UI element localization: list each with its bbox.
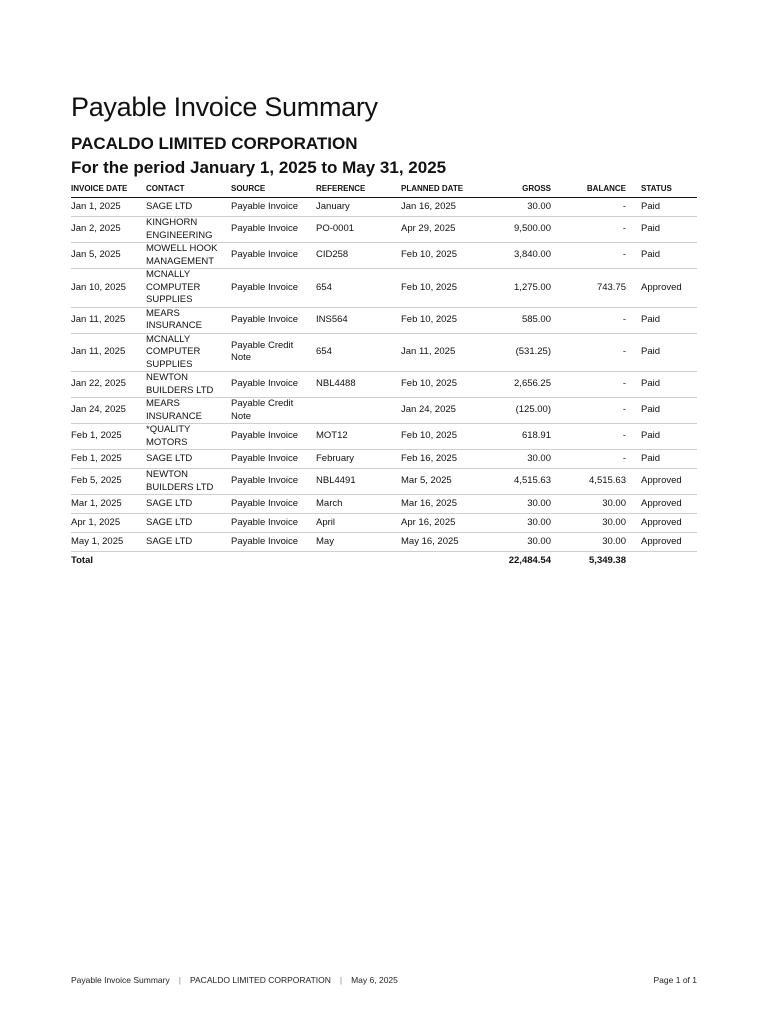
cell-balance: - — [566, 307, 641, 333]
cell-gross: 618.91 — [486, 424, 566, 450]
cell-status: Paid — [641, 243, 697, 269]
cell-balance: - — [566, 243, 641, 269]
cell-contact: SAGE LTD — [146, 514, 231, 533]
cell-gross: (125.00) — [486, 398, 566, 424]
cell-planned-date: Mar 16, 2025 — [401, 495, 486, 514]
cell-reference: NBL4491 — [316, 469, 401, 495]
cell-balance: 30.00 — [566, 514, 641, 533]
cell-planned-date: Jan 16, 2025 — [401, 198, 486, 217]
cell-reference: MOT12 — [316, 424, 401, 450]
cell-source: Payable Credit Note — [231, 398, 316, 424]
report-period: For the period January 1, 2025 to May 31, 2025 — [71, 158, 447, 177]
cell-contact: MEARS INSURANCE — [146, 398, 231, 424]
table-header-row — [71, 179, 697, 198]
cell-source: Payable Invoice — [231, 450, 316, 469]
cell-invoice-date: Jan 10, 2025 — [71, 269, 146, 308]
cell-gross: 2,656.25 — [486, 372, 566, 398]
cell-status: Approved — [641, 469, 697, 495]
cell-invoice-date: May 1, 2025 — [71, 533, 146, 552]
cell-invoice-date: Feb 5, 2025 — [71, 469, 146, 495]
cell-invoice-date: Jan 22, 2025 — [71, 372, 146, 398]
cell-gross: 3,840.00 — [486, 243, 566, 269]
cell-status: Paid — [641, 450, 697, 469]
cell-planned-date: May 16, 2025 — [401, 533, 486, 552]
cell-contact: NEWTON BUILDERS LTD — [146, 372, 231, 398]
cell-invoice-date: Feb 1, 2025 — [71, 450, 146, 469]
total-gross: 22,484.54 — [508, 554, 551, 566]
cell-source: Payable Invoice — [231, 307, 316, 333]
cell-status: Approved — [641, 269, 697, 308]
cell-source: Payable Invoice — [231, 217, 316, 243]
cell-gross: 30.00 — [486, 450, 566, 469]
cell-invoice-date: Jan 24, 2025 — [71, 398, 146, 424]
cell-status: Paid — [641, 372, 697, 398]
cell-gross: 585.00 — [486, 307, 566, 333]
cell-contact: *QUALITY MOTORS — [146, 424, 231, 450]
header-reference: REFERENCE — [316, 179, 401, 198]
cell-balance: - — [566, 372, 641, 398]
cell-reference: April — [316, 514, 401, 533]
cell-reference: 654 — [316, 333, 401, 372]
cell-reference: 654 — [316, 269, 401, 308]
table-row — [71, 243, 697, 269]
header-balance: BALANCE — [566, 179, 641, 198]
footer-separator: | — [339, 975, 343, 985]
cell-planned-date: Jan 24, 2025 — [401, 398, 486, 424]
cell-balance: - — [566, 198, 641, 217]
table-row — [71, 333, 697, 372]
cell-gross: 30.00 — [486, 533, 566, 552]
table-row — [71, 198, 697, 217]
cell-contact: MCNALLY COMPUTER SUPPLIES — [146, 333, 231, 372]
invoice-table — [71, 179, 697, 570]
cell-planned-date: Mar 5, 2025 — [401, 469, 486, 495]
cell-invoice-date: Feb 1, 2025 — [71, 424, 146, 450]
total-row — [71, 552, 697, 571]
cell-source: Payable Invoice — [231, 469, 316, 495]
footer-company: PACALDO LIMITED CORPORATION — [189, 975, 331, 985]
table-row — [71, 398, 697, 424]
cell-planned-date: Feb 10, 2025 — [401, 269, 486, 308]
cell-balance: - — [566, 398, 641, 424]
table-row — [71, 533, 697, 552]
cell-balance: - — [566, 333, 641, 372]
cell-status: Approved — [641, 495, 697, 514]
cell-reference — [316, 398, 401, 424]
cell-reference: May — [316, 533, 401, 552]
cell-contact: MOWELL HOOK MANAGEMENT — [146, 243, 231, 269]
cell-balance: 743.75 — [566, 269, 641, 308]
cell-reference: CID258 — [316, 243, 401, 269]
cell-status: Paid — [641, 424, 697, 450]
cell-status: Approved — [641, 514, 697, 533]
cell-contact: SAGE LTD — [146, 533, 231, 552]
total-label: Total — [71, 554, 93, 566]
cell-gross: 30.00 — [486, 514, 566, 533]
page-footer — [71, 975, 697, 985]
cell-gross: 30.00 — [486, 495, 566, 514]
cell-contact: MCNALLY COMPUTER SUPPLIES — [146, 269, 231, 308]
header-contact: CONTACT — [146, 179, 231, 198]
table-row — [71, 424, 697, 450]
report-title: Payable Invoice Summary — [71, 92, 378, 122]
cell-contact: NEWTON BUILDERS LTD — [146, 469, 231, 495]
table-row — [71, 495, 697, 514]
cell-source: Payable Invoice — [231, 514, 316, 533]
cell-source: Payable Invoice — [231, 243, 316, 269]
cell-gross: 4,515.63 — [486, 469, 566, 495]
cell-planned-date: Jan 11, 2025 — [401, 333, 486, 372]
cell-planned-date: Feb 10, 2025 — [401, 372, 486, 398]
cell-source: Payable Credit Note — [231, 333, 316, 372]
table-row — [71, 514, 697, 533]
cell-source: Payable Invoice — [231, 198, 316, 217]
company-name: PACALDO LIMITED CORPORATION — [71, 134, 358, 153]
cell-invoice-date: Apr 1, 2025 — [71, 514, 146, 533]
cell-status: Paid — [641, 198, 697, 217]
header-source: SOURCE — [231, 179, 316, 198]
cell-source: Payable Invoice — [231, 269, 316, 308]
cell-invoice-date: Jan 11, 2025 — [71, 307, 146, 333]
cell-contact: SAGE LTD — [146, 198, 231, 217]
table-row — [71, 307, 697, 333]
cell-planned-date: Feb 10, 2025 — [401, 307, 486, 333]
footer-report-name: Payable Invoice Summary — [71, 975, 170, 985]
cell-reference: January — [316, 198, 401, 217]
header-planned-date: PLANNED DATE — [401, 179, 486, 198]
cell-contact: MEARS INSURANCE — [146, 307, 231, 333]
header-gross: GROSS — [486, 179, 566, 198]
cell-gross: 9,500.00 — [486, 217, 566, 243]
header-invoice-date: INVOICE DATE — [71, 179, 146, 198]
cell-planned-date: Apr 29, 2025 — [401, 217, 486, 243]
table-row — [71, 469, 697, 495]
cell-gross: (531.25) — [486, 333, 566, 372]
cell-status: Paid — [641, 398, 697, 424]
cell-invoice-date: Jan 5, 2025 — [71, 243, 146, 269]
invoice-rows — [71, 198, 697, 552]
cell-source: Payable Invoice — [231, 424, 316, 450]
cell-invoice-date: Jan 2, 2025 — [71, 217, 146, 243]
cell-reference: NBL4488 — [316, 372, 401, 398]
table-row — [71, 450, 697, 469]
cell-balance: 4,515.63 — [566, 469, 641, 495]
cell-status: Paid — [641, 307, 697, 333]
cell-reference: PO-0001 — [316, 217, 401, 243]
footer-page-number: Page 1 of 1 — [653, 975, 697, 985]
cell-balance: - — [566, 450, 641, 469]
cell-balance: - — [566, 424, 641, 450]
cell-reference: February — [316, 450, 401, 469]
cell-status: Paid — [641, 217, 697, 243]
cell-balance: - — [566, 217, 641, 243]
cell-invoice-date: Jan 1, 2025 — [71, 198, 146, 217]
cell-planned-date: Apr 16, 2025 — [401, 514, 486, 533]
cell-source: Payable Invoice — [231, 372, 316, 398]
table-row — [71, 269, 697, 308]
cell-invoice-date: Mar 1, 2025 — [71, 495, 146, 514]
cell-balance: 30.00 — [566, 533, 641, 552]
table-row — [71, 372, 697, 398]
cell-gross: 1,275.00 — [486, 269, 566, 308]
cell-gross: 30.00 — [486, 198, 566, 217]
cell-planned-date: Feb 10, 2025 — [401, 424, 486, 450]
cell-planned-date: Feb 10, 2025 — [401, 243, 486, 269]
cell-reference: INS564 — [316, 307, 401, 333]
cell-contact: SAGE LTD — [146, 450, 231, 469]
total-balance: 5,349.38 — [589, 554, 626, 566]
footer-separator: | — [178, 975, 181, 985]
table-row — [71, 217, 697, 243]
cell-status: Approved — [641, 533, 697, 552]
cell-source: Payable Invoice — [231, 495, 316, 514]
cell-planned-date: Feb 16, 2025 — [401, 450, 486, 469]
cell-contact: KINGHORN ENGINEERING — [146, 217, 231, 243]
cell-balance: 30.00 — [566, 495, 641, 514]
cell-contact: SAGE LTD — [146, 495, 231, 514]
header-status: STATUS — [641, 179, 697, 198]
cell-reference: March — [316, 495, 401, 514]
cell-source: Payable Invoice — [231, 533, 316, 552]
cell-invoice-date: Jan 11, 2025 — [71, 333, 146, 372]
footer-date: May 6, 2025 — [351, 975, 398, 985]
cell-status: Paid — [641, 333, 697, 372]
